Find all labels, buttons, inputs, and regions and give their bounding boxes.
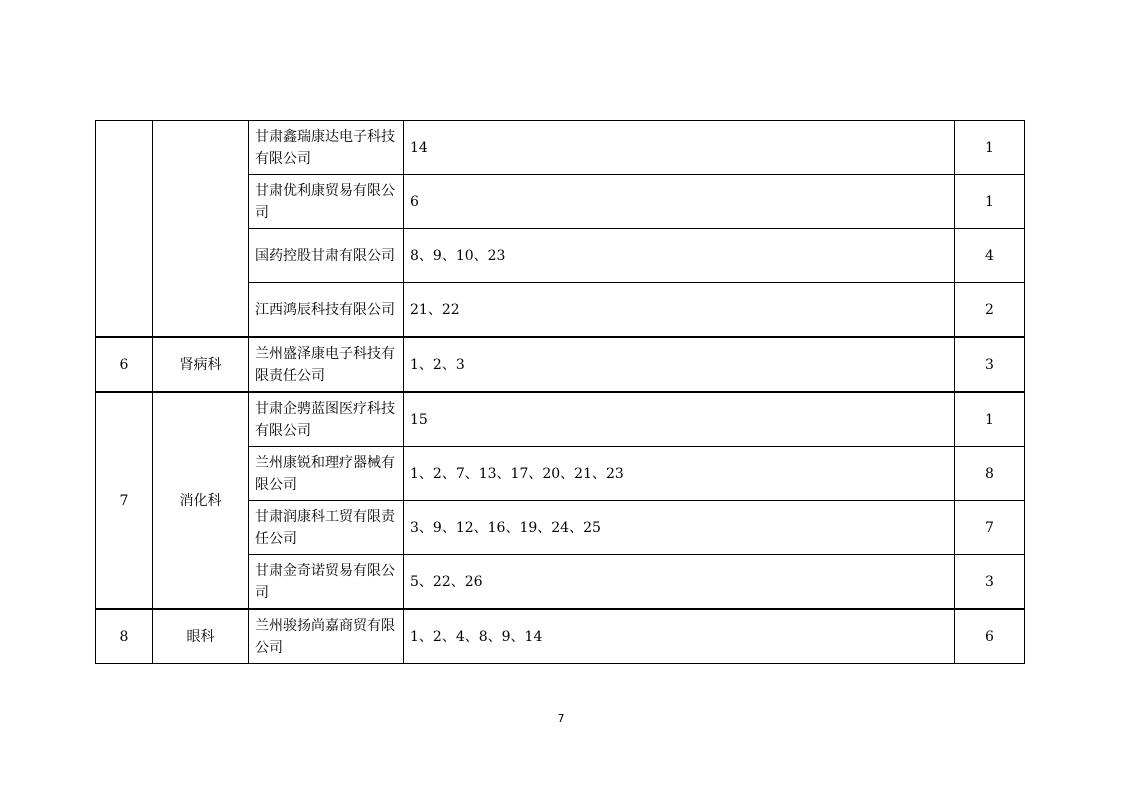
department-cell: 眼科 xyxy=(153,609,249,664)
page-number: 7 xyxy=(557,712,565,725)
items-cell: 3、9、12、16、19、24、25 xyxy=(404,501,955,555)
company-cell: 甘肃鑫瑞康达电子科技有限公司 xyxy=(249,121,404,175)
table-row xyxy=(96,337,1025,392)
table-row xyxy=(96,392,1025,447)
items-cell: 1、2、7、13、17、20、21、23 xyxy=(404,447,955,501)
department-cell: 肾病科 xyxy=(153,337,249,392)
company-cell: 兰州康锐和理疗器械有限公司 xyxy=(249,447,404,501)
items-cell: 6 xyxy=(404,175,955,229)
items-cell: 1、2、3 xyxy=(404,337,955,392)
count-cell: 6 xyxy=(955,609,1025,664)
table-row xyxy=(96,609,1025,664)
department-cell: 消化科 xyxy=(153,392,249,609)
row-number-cell: 8 xyxy=(96,609,153,664)
company-cell: 甘肃金奇诺贸易有限公司 xyxy=(249,555,404,610)
count-cell: 1 xyxy=(955,121,1025,175)
row-number-cell: 6 xyxy=(96,337,153,392)
count-cell: 3 xyxy=(955,337,1025,392)
count-cell: 7 xyxy=(955,501,1025,555)
company-cell: 甘肃润康科工贸有限责任公司 xyxy=(249,501,404,555)
items-cell: 5、22、26 xyxy=(404,555,955,610)
department-cell xyxy=(153,121,249,338)
company-cell: 甘肃企骋蓝图医疗科技有限公司 xyxy=(249,392,404,447)
count-cell: 2 xyxy=(955,283,1025,338)
count-cell: 8 xyxy=(955,447,1025,501)
company-cell: 江西鸿辰科技有限公司 xyxy=(249,283,404,338)
items-cell: 1、2、4、8、9、14 xyxy=(404,609,955,664)
company-cell: 兰州骏扬尚嘉商贸有限公司 xyxy=(249,609,404,664)
row-number-cell: 7 xyxy=(96,392,153,609)
company-cell: 甘肃优利康贸易有限公司 xyxy=(249,175,404,229)
company-cell: 国药控股甘肃有限公司 xyxy=(249,229,404,283)
table-row xyxy=(96,121,1025,175)
count-cell: 1 xyxy=(955,175,1025,229)
count-cell: 3 xyxy=(955,555,1025,610)
row-number-cell xyxy=(96,121,153,338)
company-cell: 兰州盛泽康电子科技有限责任公司 xyxy=(249,337,404,392)
items-cell: 8、9、10、23 xyxy=(404,229,955,283)
count-cell: 1 xyxy=(955,392,1025,447)
items-cell: 21、22 xyxy=(404,283,955,338)
items-cell: 15 xyxy=(404,392,955,447)
items-cell: 14 xyxy=(404,121,955,175)
count-cell: 4 xyxy=(955,229,1025,283)
supplier-table xyxy=(95,120,1025,664)
